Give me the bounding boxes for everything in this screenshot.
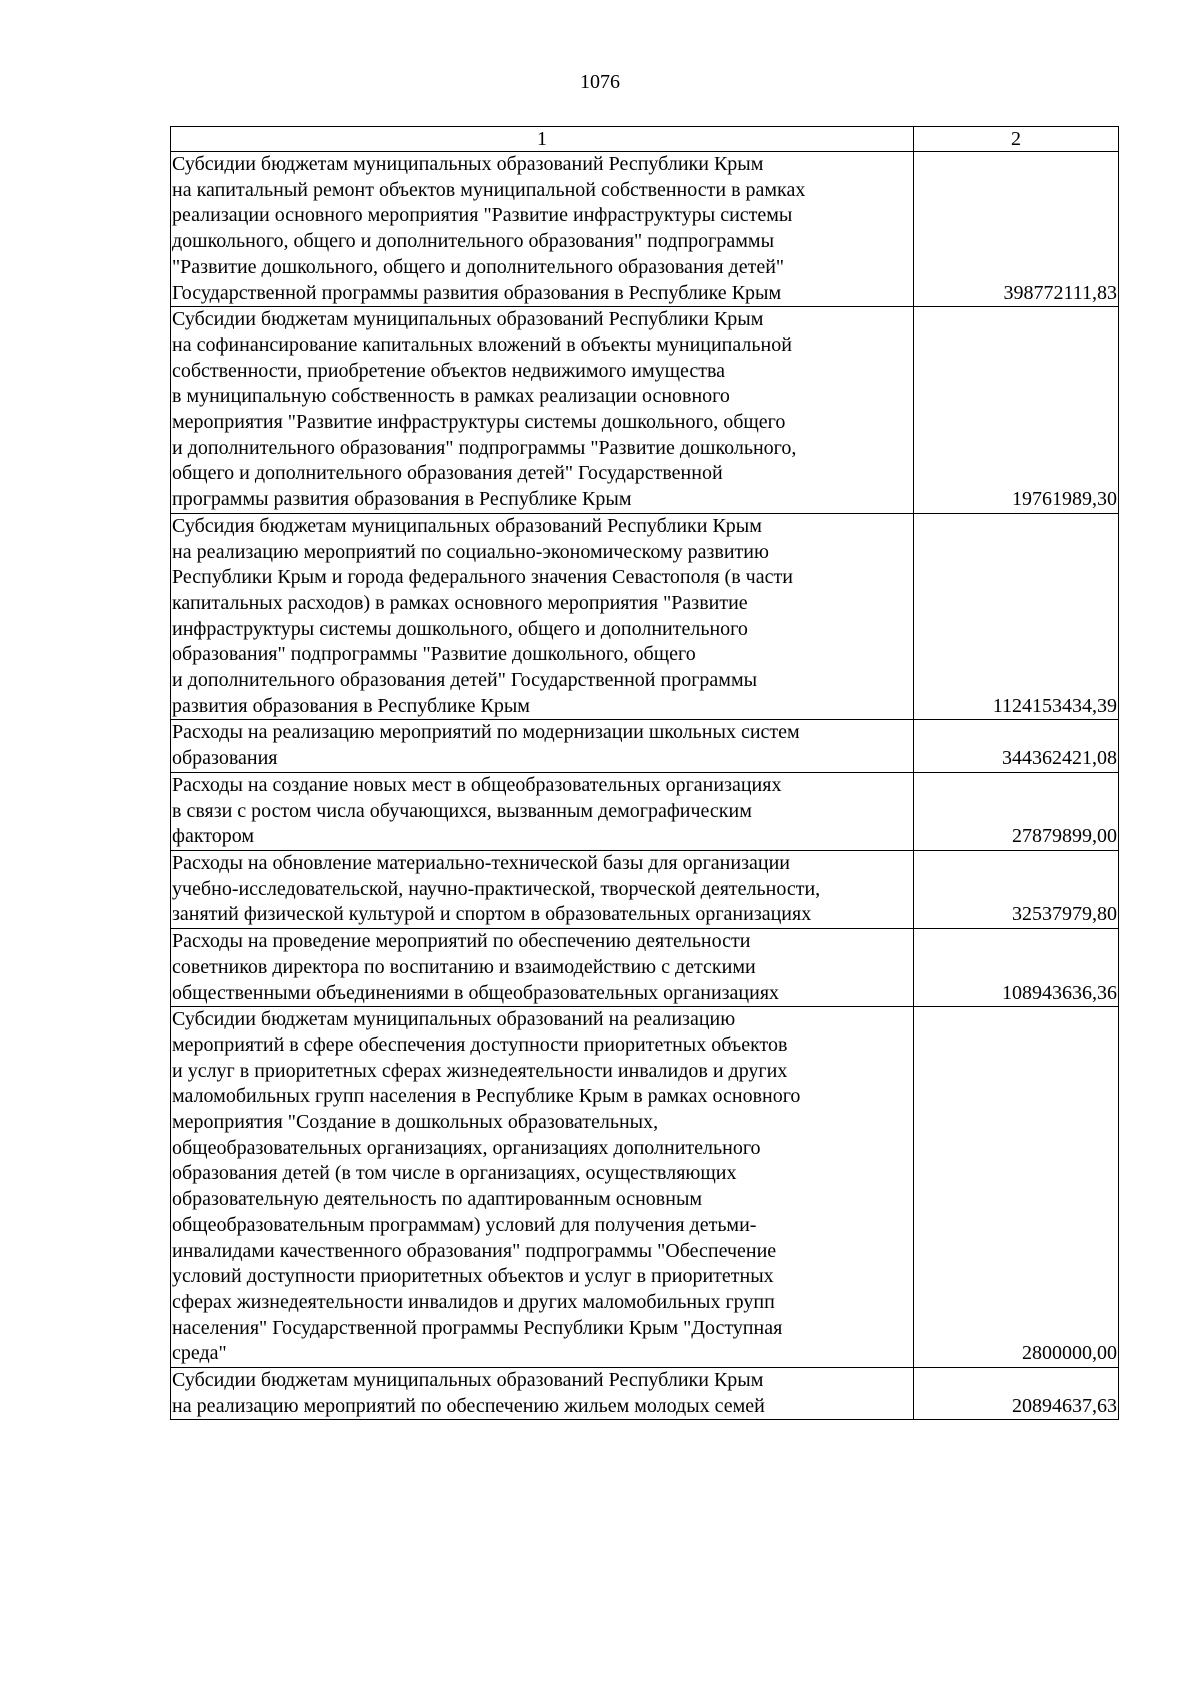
row-description: Субсидии бюджетам муниципальных образований на реализацию мероприятий в сфере обеспечения доступности приоритетных объектов и услуг в приоритетных сферах жизнедеятельности инвалидов и других маломобильных групп населения в Республике Крым в рамках основного мероприятия "Создание в дошкольных образовательных, общеобразовательных организациях, организациях дополнительного образования детей (в том числе в организациях, осуществляющих образовательную деятельность по адаптированным основным общеобразовательным программам) условий для получения детьми- инвалидами качественного образования" подпрограммы "Обеспечение условий доступности приоритетных объектов и услуг в приоритетных сферах жизнедеятельности инвалидов и других маломобильных групп населения" Государственной программы Республики Крым "Доступная среда" — [171, 1007, 914, 1368]
row-description: Расходы на обновление материально-технической базы для организации учебно-исследовательской, научно-практической, творческой деятельности, занятий физической культурой и спортом в образовательных организациях — [171, 850, 914, 928]
row-description: Субсидии бюджетам муниципальных образований Республики Крым на софинансирование капитальных вложений в объекты муниципальной собственности, приобретение объектов недвижимого имущества в муниципальную собственность в рамках реализации основного мероприятия "Развитие инфраструктуры системы дошкольного, общего и дополнительного образования" подпрограммы "Развитие дошкольного, общего и дополнительного образования детей" Государственной программы развития образования в Республике Крым — [171, 307, 914, 514]
page-number: 1076 — [580, 71, 620, 93]
table-row — [171, 513, 1119, 720]
table-row — [171, 152, 1119, 307]
row-description: Расходы на создание новых мест в общеобразовательных организациях в связи с ростом числа обучающихся, вызванным демографическим фактором — [171, 772, 914, 850]
row-description: Субсидия бюджетам муниципальных образований Республики Крым на реализацию мероприятий по социально-экономическому развитию Республики Крым и города федерального значения Севастополя (в части капитальных расходов) в рамках основного мероприятия "Развитие инфраструктуры системы дошкольного, общего и дополнительного образования" подпрограммы "Развитие дошкольного, общего и дополнительного образования детей" Государственной программы развития образования в Республике Крым — [171, 513, 914, 720]
column-number-1: 1 — [171, 127, 914, 152]
row-amount: 344362421,08 — [914, 720, 1119, 772]
table-row — [171, 1368, 1119, 1420]
table-row — [171, 772, 1119, 850]
row-amount: 398772111,83 — [914, 152, 1119, 307]
table-row — [171, 720, 1119, 772]
table-header-row — [171, 127, 1119, 152]
row-description: Субсидии бюджетам муниципальных образований Республики Крым на капитальный ремонт объектов муниципальной собственности в рамках реализации основного мероприятия "Развитие инфраструктуры системы дошкольного, общего и дополнительного образования" подпрограммы "Развитие дошкольного, общего и дополнительного образования детей" Государственной программы развития образования в Республике Крым — [171, 152, 914, 307]
row-amount: 20894637,63 — [914, 1368, 1119, 1420]
row-amount: 1124153434,39 — [914, 513, 1119, 720]
row-amount: 108943636,36 — [914, 929, 1119, 1007]
row-amount: 32537979,80 — [914, 850, 1119, 928]
table-row — [171, 1007, 1119, 1368]
row-description: Расходы на проведение мероприятий по обеспечению деятельности советников директора по воспитанию и взаимодействию с детскими общественными объединениями в общеобразовательных организациях — [171, 929, 914, 1007]
table-row — [171, 929, 1119, 1007]
row-description: Субсидии бюджетам муниципальных образований Республики Крым на реализацию мероприятий по обеспечению жильем молодых семей — [171, 1368, 914, 1420]
row-amount: 2800000,00 — [914, 1007, 1119, 1368]
table-row — [171, 307, 1119, 514]
budget-table — [170, 126, 1119, 1420]
row-description: Расходы на реализацию мероприятий по модернизации школьных систем образования — [171, 720, 914, 772]
row-amount: 27879899,00 — [914, 772, 1119, 850]
column-number-2: 2 — [914, 127, 1119, 152]
row-amount: 19761989,30 — [914, 307, 1119, 514]
table-row — [171, 850, 1119, 928]
